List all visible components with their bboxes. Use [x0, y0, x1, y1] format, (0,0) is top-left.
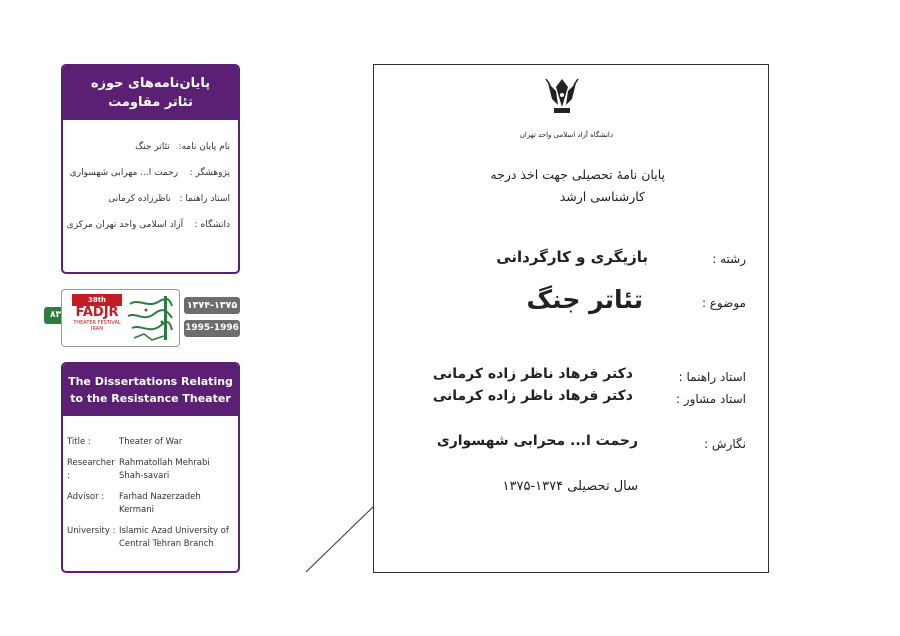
author-label: نگارش : [704, 437, 746, 451]
row-label: Title : [67, 437, 91, 447]
degree-line: پایان نامهٔ تحصیلی جهت اخذ درجه [490, 167, 665, 182]
row-label: پژوهشگر : [189, 168, 230, 178]
fadjr-sub1: THEATER FESTIVAL [73, 320, 121, 326]
advisor-value: دکتر فرهاد ناظر زاده کرمانی [432, 366, 633, 382]
connector-line [300, 500, 380, 580]
field-value: بازیگری و کارگردانی [496, 248, 648, 266]
english-info-card [61, 362, 240, 573]
row-label: Advisor : [67, 492, 105, 502]
row-value: Farhad Nazerzadeh Kermani [119, 492, 201, 515]
university-emblem-icon [542, 75, 582, 117]
row-value: رحمت ا... مهرابی شهسواری [69, 168, 179, 178]
fadjr-sub2: IRAN [91, 326, 103, 332]
persian-card-title-line2: تئاتر مقاومت [108, 95, 193, 110]
consultant-value: دکتر فرهاد ناظر زاده کرمانی [432, 388, 633, 404]
persian-years-badge: ۱۳۷۴-۱۳۷۵ [184, 297, 240, 314]
gregorian-years-badge: 1995-1996 [184, 320, 240, 337]
persian-row-university [66, 220, 230, 246]
english-card-rows [63, 416, 238, 551]
logo-number-tab: ۸۳ [44, 307, 67, 324]
calligraphy-logo-icon [124, 294, 176, 344]
row-label: دانشگاه : [194, 220, 230, 230]
persian-info-card [61, 64, 240, 274]
row-value: ناظرزاده کرمانی [108, 194, 171, 204]
english-card-title-line1: The Dissertations Relating [68, 375, 233, 388]
field-label: رشته : [712, 252, 746, 266]
english-card-header [63, 364, 238, 416]
persian-card-title-line1: پایان‌نامه‌های حوزه [90, 76, 211, 91]
row-label: استاد راهنما : [179, 194, 230, 204]
persian-row-researcher [71, 168, 230, 194]
row-label: University : [67, 526, 116, 536]
fadjr-logo [72, 294, 122, 344]
advisor-label: استاد راهنما : [678, 370, 746, 384]
row-value: Theater of War [119, 437, 183, 447]
row-value: Islamic Azad University of Central Tehran Branch [119, 526, 229, 549]
persian-row-advisor [71, 194, 230, 220]
english-row-advisor [67, 491, 234, 517]
english-card-title-line2: to the Resistance Theater [70, 392, 231, 405]
english-row-university [67, 525, 234, 551]
row-value: آزاد اسلامی واحد تهران مرکزی [66, 220, 184, 230]
english-row-title [67, 436, 234, 449]
row-label: نام پایان نامه: [178, 142, 230, 152]
author-value: رحمت ا... محرابی شهسواری [436, 433, 638, 449]
subject-label: موضوع : [701, 296, 746, 310]
row-label: Researcher : [67, 458, 115, 481]
consultant-label: استاد مشاور : [675, 392, 746, 406]
persian-row-title [71, 142, 230, 168]
subject-value: تئاتر جنگ [526, 285, 643, 314]
university-name: دانشگاه آزاد اسلامی واحد تهران [519, 131, 613, 139]
persian-card-rows [63, 120, 238, 246]
festival-logo [61, 289, 180, 347]
fadjr-edition: 38th [72, 294, 122, 306]
degree-level: کارشناسی ارشد [559, 189, 645, 204]
row-value: تئاتر جنگ [135, 142, 170, 152]
english-row-researcher [67, 457, 234, 483]
row-value: Rahmatollah Mehrabi Shah-savari [119, 458, 210, 481]
thesis-cover-document [373, 64, 769, 573]
persian-card-header [63, 66, 238, 120]
academic-year: سال تحصیلی ۱۳۷۴-۱۳۷۵ [502, 479, 638, 494]
fadjr-name: FADJR [75, 305, 119, 320]
